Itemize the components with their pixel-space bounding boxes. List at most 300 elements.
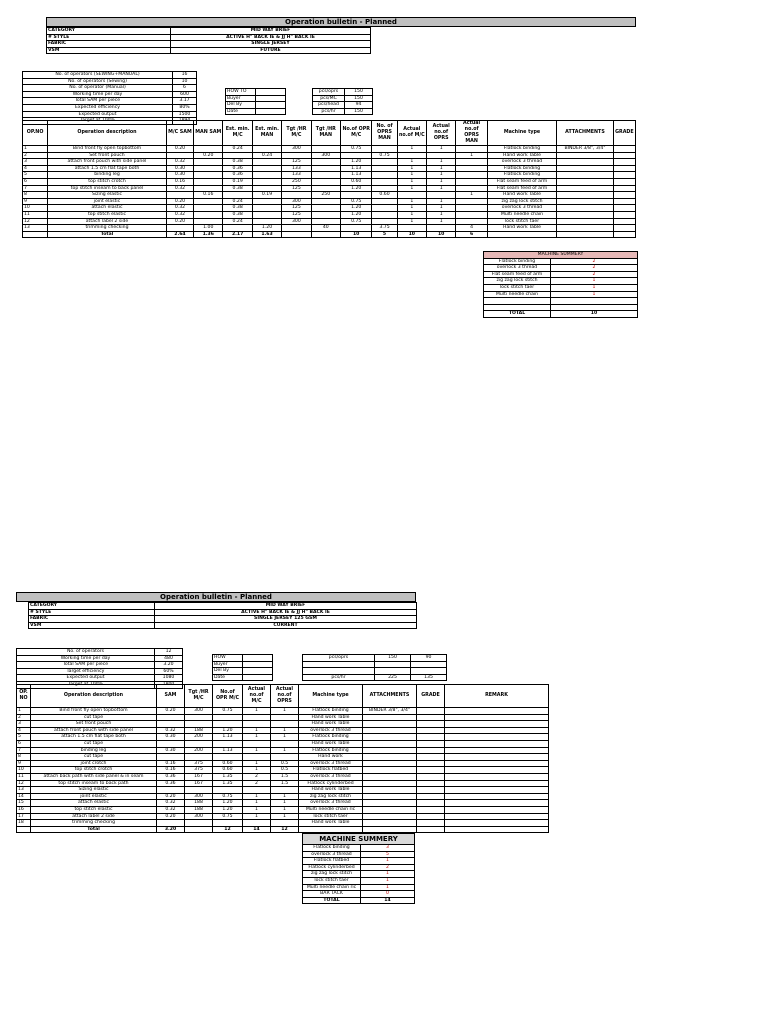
- s2-operation-cell: 1: [271, 734, 299, 741]
- s2-side-row: [213, 674, 273, 681]
- s2-operation-cell: top stitch crotch: [31, 767, 157, 774]
- s2-right-param-cell: pcs/hr: [303, 674, 375, 681]
- s2-operation-cell: [185, 787, 213, 794]
- s1-operation-cell: [427, 152, 456, 159]
- s1-operations-table: [22, 120, 636, 238]
- s2-operation-cell: Flatlock binding: [299, 708, 363, 715]
- s2-param-cell: No. of operators: [17, 649, 155, 656]
- s1-summary-row: [484, 278, 638, 285]
- s1-operation-cell: attach elastic: [48, 205, 167, 212]
- s2-operation-cell: joint elastic: [31, 793, 157, 800]
- s2-total-cell: [17, 826, 31, 833]
- s1-operation-cell: [456, 211, 487, 218]
- s2-operation-cell: 8: [17, 754, 31, 761]
- s2-operation-cell: 188: [185, 806, 213, 813]
- s2-operation-cell: 0.5: [271, 760, 299, 767]
- s2-summary-total-label: TOTAL: [303, 897, 361, 904]
- s1-param-cell: Working time per day: [23, 91, 173, 98]
- s2-total-cell: 12: [213, 826, 243, 833]
- s1-total-cell: [487, 231, 556, 238]
- s1-operation-cell: 12: [23, 218, 48, 225]
- s1-summary-count: 1: [551, 284, 638, 291]
- s2-param-row: [17, 675, 183, 682]
- s1-operation-cell: zig zag lock stitch: [487, 198, 556, 205]
- s2-side-value: [243, 674, 273, 681]
- s1-operation-cell: [557, 211, 614, 218]
- s1-column-header: Actual no.of OPRS MAN: [456, 121, 487, 146]
- s1-total-cell: 5: [372, 231, 397, 238]
- s1-operation-cell: attach label 2 side: [48, 218, 167, 225]
- s2-info-cell: MID WAY BRIEF: [155, 603, 417, 610]
- s2-operation-cell: 1.20: [213, 806, 243, 813]
- s2-operation-cell: [271, 721, 299, 728]
- s2-info-row: [29, 609, 417, 616]
- s2-operation-cell: 10: [17, 767, 31, 774]
- s1-operation-cell: attach 1.5 cm flat tape both: [48, 165, 167, 172]
- s1-operation-cell: [557, 192, 614, 199]
- s1-operation-cell: [194, 185, 223, 192]
- s1-operation-cell: [557, 225, 614, 232]
- empty-cell: [551, 304, 638, 311]
- s1-operation-cell: trimming checking: [48, 225, 167, 232]
- s2-operation-cell: [417, 787, 445, 794]
- s1-param-cell: 1894: [173, 118, 197, 125]
- s2-operation-row: [17, 820, 549, 827]
- s1-operation-cell: [557, 178, 614, 185]
- s1-operation-cell: 0.75: [372, 152, 397, 159]
- s1-param-row: [23, 91, 197, 98]
- s1-operation-cell: 9: [23, 198, 48, 205]
- s2-column-header: GRADE: [417, 685, 445, 708]
- s1-right-param-cell: 150: [345, 95, 373, 102]
- s1-operation-cell: [613, 198, 635, 205]
- s1-operation-cell: [282, 225, 311, 232]
- s1-operation-cell: 0.30: [166, 165, 193, 172]
- s2-operation-cell: [417, 721, 445, 728]
- s2-summary-total: [303, 897, 415, 904]
- s1-operation-cell: [372, 178, 397, 185]
- s2-operation-cell: 1.5: [271, 773, 299, 780]
- s1-operation-cell: [252, 146, 281, 153]
- s1-right-param-cell: pcs/head: [313, 102, 345, 109]
- s2-operation-cell: 7: [17, 747, 31, 754]
- s2-operation-cell: 300: [185, 708, 213, 715]
- s2-operation-cell: 18: [17, 820, 31, 827]
- s1-info-cell: FABRIC: [47, 41, 171, 48]
- s1-operation-cell: 1.20: [340, 205, 371, 212]
- s2-column-header: REMARK: [445, 685, 549, 708]
- s2-summary-row: [303, 877, 415, 884]
- s1-side-row: [226, 89, 286, 96]
- s1-operation-cell: 0.32: [166, 185, 193, 192]
- s1-operation-cell: 125: [282, 159, 311, 166]
- s1-operation-cell: [311, 146, 340, 153]
- s1-param-cell: 1500: [173, 111, 197, 118]
- s1-operation-cell: attach front pouch with side panel: [48, 159, 167, 166]
- s2-operation-cell: [213, 820, 243, 827]
- s1-operation-cell: Hand work Table: [487, 225, 556, 232]
- s2-operation-cell: 167: [185, 773, 213, 780]
- s1-operation-cell: 0.36: [223, 165, 252, 172]
- s1-operation-cell: [613, 225, 635, 232]
- s1-operation-cell: 0.20: [166, 198, 193, 205]
- s1-operation-cell: [456, 146, 487, 153]
- s2-operation-cell: Multi needle chain ric: [299, 806, 363, 813]
- s1-summary-count: 1: [551, 278, 638, 285]
- s1-operation-cell: 0.19: [223, 178, 252, 185]
- s2-operation-cell: [213, 754, 243, 761]
- s1-summary-row: [484, 271, 638, 278]
- s2-operation-cell: [157, 820, 185, 827]
- s2-side-value: [243, 661, 273, 668]
- s2-operation-cell: Flatlock cylinderbed: [299, 780, 363, 787]
- s1-info-cell: FUTURE: [171, 47, 371, 54]
- s1-operation-cell: [166, 192, 193, 199]
- s2-column-header: OP. NO: [17, 685, 31, 708]
- s1-operation-cell: 0.75: [340, 218, 371, 225]
- s1-side-value: [256, 95, 286, 102]
- s2-info-cell: # STYLE: [29, 609, 155, 616]
- s1-operation-cell: Flat seam feed of arm: [487, 178, 556, 185]
- s1-info-cell: MID WAY BRIEF: [171, 28, 371, 35]
- s2-summary-row: [303, 864, 415, 871]
- s2-operation-cell: 0.32: [157, 806, 185, 813]
- s1-operation-cell: top stitch crotch: [48, 178, 167, 185]
- s1-operation-cell: 3.75: [372, 225, 397, 232]
- s1-operation-row: [23, 146, 636, 153]
- s1-operation-cell: [372, 211, 397, 218]
- s2-operation-row: [17, 773, 549, 780]
- s2-operation-cell: 1: [243, 708, 271, 715]
- s1-column-header: GRADE: [613, 121, 635, 146]
- s2-summary-header: [303, 834, 415, 845]
- s1-column-header: MAN SAM: [194, 121, 223, 146]
- s2-operation-cell: 11: [17, 773, 31, 780]
- s2-operation-cell: 1: [243, 767, 271, 774]
- s2-operation-cell: 1: [271, 813, 299, 820]
- s1-operation-cell: 0.32: [166, 205, 193, 212]
- s2-right-param-cell: [411, 668, 447, 675]
- s1-total-cell: [557, 231, 614, 238]
- s1-operation-cell: [252, 185, 281, 192]
- s2-operation-cell: cut tape: [31, 754, 157, 761]
- s1-summary-row: [484, 291, 638, 298]
- s1-operation-cell: 250: [282, 178, 311, 185]
- s2-operation-cell: 15: [17, 800, 31, 807]
- s1-operation-cell: [372, 172, 397, 179]
- s1-operation-cell: 0.16: [194, 192, 223, 199]
- s2-operation-cell: [417, 806, 445, 813]
- s1-info-cell: VSM: [47, 47, 171, 54]
- s2-total-cell: [417, 826, 445, 833]
- s2-operation-cell: [417, 727, 445, 734]
- s2-info-cell: CATEGORY: [29, 603, 155, 610]
- s1-operation-cell: [456, 205, 487, 212]
- s1-operation-cell: [397, 152, 426, 159]
- s2-operation-cell: 1.5: [271, 780, 299, 787]
- s2-param-cell: 1080: [155, 675, 183, 682]
- s1-operation-cell: [311, 165, 340, 172]
- s1-side-value: [256, 102, 286, 109]
- s2-param-cell: 12: [155, 649, 183, 656]
- s2-operation-cell: [363, 793, 417, 800]
- s1-operation-cell: 0.30: [166, 172, 193, 179]
- s2-operation-row: [17, 714, 549, 721]
- s2-param-cell: Expected output: [17, 675, 155, 682]
- s1-operation-cell: [194, 172, 223, 179]
- s1-operation-cell: [311, 211, 340, 218]
- s2-operation-cell: [445, 708, 549, 715]
- s1-operation-cell: [557, 218, 614, 225]
- s1-column-header: No. of OPRS MAN: [372, 121, 397, 146]
- s1-operation-cell: Sizing elastic: [48, 192, 167, 199]
- s1-operation-cell: 1: [397, 185, 426, 192]
- s1-operation-cell: Set front pouch: [48, 152, 167, 159]
- s2-operation-cell: [445, 754, 549, 761]
- s2-param-row: [17, 668, 183, 675]
- s1-operation-cell: 0.24: [252, 152, 281, 159]
- s1-operation-cell: 0.75: [340, 146, 371, 153]
- s2-operation-cell: [363, 727, 417, 734]
- s1-operation-cell: [194, 198, 223, 205]
- s2-right-param-row: [303, 668, 447, 675]
- s2-operation-cell: top stitch inseam to back path: [31, 780, 157, 787]
- s2-right-param-cell: [303, 668, 375, 675]
- s2-right-param-cell: [375, 661, 411, 668]
- s2-operation-cell: [363, 820, 417, 827]
- s1-param-cell: 3.17: [173, 98, 197, 105]
- s2-operation-cell: [417, 760, 445, 767]
- s1-operation-cell: 1: [397, 211, 426, 218]
- s2-summary-machine: overlock 3 thread: [303, 851, 361, 858]
- s2-right-param-row: [303, 674, 447, 681]
- s2-right-param-cell: [375, 668, 411, 675]
- s1-operation-cell: [427, 225, 456, 232]
- s1-total-row: [23, 231, 636, 238]
- s1-operation-cell: 0.19: [252, 192, 281, 199]
- s1-column-header: Operation description: [48, 121, 167, 146]
- s2-operation-cell: [157, 740, 185, 747]
- s2-operation-cell: [445, 734, 549, 741]
- s2-summary-total-value: 14: [361, 897, 415, 904]
- s1-operation-cell: binding leg: [48, 172, 167, 179]
- s2-param-row: [17, 655, 183, 662]
- s1-info-row: [47, 41, 371, 48]
- s2-operation-cell: lock stitch taer: [299, 813, 363, 820]
- s1-operation-cell: Flatlock binding: [487, 165, 556, 172]
- s1-operation-cell: joint elastic: [48, 198, 167, 205]
- s1-side-row: [226, 102, 286, 109]
- s1-side-value: [256, 108, 286, 115]
- empty-cell: [484, 304, 551, 311]
- s1-operation-cell: 133: [282, 165, 311, 172]
- s1-right-param-cell: 150: [345, 89, 373, 96]
- s1-operation-cell: [311, 159, 340, 166]
- s2-operation-cell: [417, 813, 445, 820]
- s1-operation-cell: [282, 152, 311, 159]
- s1-operation-cell: 125: [282, 185, 311, 192]
- s1-operation-cell: [613, 205, 635, 212]
- s1-right-param-row: [313, 89, 373, 96]
- s1-operation-cell: [456, 159, 487, 166]
- s1-operation-cell: [397, 192, 426, 199]
- s1-side-label: Buyer: [226, 95, 256, 102]
- s1-param-cell: 16: [173, 72, 197, 79]
- s1-column-header: M/C SAM: [166, 121, 193, 146]
- s2-operation-cell: [271, 740, 299, 747]
- s1-param-cell: Expected output: [23, 111, 173, 118]
- s1-right-param-row: [313, 95, 373, 102]
- s2-operation-cell: overlock 3 thread: [299, 800, 363, 807]
- s1-summary-machine: Multi needle chain: [484, 291, 551, 298]
- s1-column-header: No.of OPR M/C: [340, 121, 371, 146]
- s1-right-param-row: [313, 108, 373, 115]
- s1-operation-row: [23, 198, 636, 205]
- s1-side-row: [226, 95, 286, 102]
- s1-operation-cell: [372, 185, 397, 192]
- s1-operation-cell: 1.00: [194, 225, 223, 232]
- s2-operation-cell: [445, 813, 549, 820]
- s1-param-cell: 10: [173, 78, 197, 85]
- s2-total-cell: [185, 826, 213, 833]
- s2-summary-row: [303, 845, 415, 852]
- s1-operation-cell: [252, 205, 281, 212]
- s2-operation-cell: [363, 754, 417, 761]
- s2-info-row: [29, 622, 417, 629]
- s1-operation-cell: 0.36: [223, 172, 252, 179]
- s2-summary-machine: lock stitch taer: [303, 877, 361, 884]
- s2-operation-cell: overlock 3 thread: [299, 760, 363, 767]
- s2-operation-cell: 0.30: [157, 747, 185, 754]
- s1-operation-cell: [372, 205, 397, 212]
- s1-operation-cell: overlock 3 thread: [487, 159, 556, 166]
- s1-summary-title: MACHINE SUMMERY: [484, 252, 638, 259]
- s2-side-label: Del By: [213, 668, 243, 675]
- s1-operation-cell: 0.32: [166, 211, 193, 218]
- s1-param-row: [23, 104, 197, 111]
- s2-operation-cell: 375: [185, 767, 213, 774]
- s2-operation-row: [17, 754, 549, 761]
- s2-column-header: SAM: [157, 685, 185, 708]
- s1-total-cell: 6: [456, 231, 487, 238]
- s2-operation-cell: [363, 800, 417, 807]
- s1-operation-cell: [613, 211, 635, 218]
- s1-info-cell: CATEGORY: [47, 28, 171, 35]
- s1-operation-cell: 133: [282, 172, 311, 179]
- s1-operation-cell: 1: [456, 152, 487, 159]
- s2-operation-cell: [417, 754, 445, 761]
- s2-operation-cell: Hand work Table: [299, 721, 363, 728]
- s1-operation-cell: Bind front fly open topbottom: [48, 146, 167, 153]
- s2-total-row: [17, 826, 549, 833]
- s2-right-param-cell: 150: [375, 655, 411, 662]
- s1-column-header: Tgt /HR MAN: [311, 121, 340, 146]
- s1-title-bar: [46, 17, 636, 27]
- s1-column-header: Tgt /HR M/C: [282, 121, 311, 146]
- s2-operation-cell: 0.75: [213, 813, 243, 820]
- s1-operation-cell: 0.16: [166, 178, 193, 185]
- s1-operation-cell: [613, 218, 635, 225]
- s2-operation-cell: 1: [243, 747, 271, 754]
- s1-param-cell: 600: [173, 91, 197, 98]
- s2-side-value: [243, 655, 273, 662]
- s2-column-header: Operation description: [31, 685, 157, 708]
- s2-operation-cell: [417, 767, 445, 774]
- s2-operation-cell: binding leg: [31, 747, 157, 754]
- s1-operation-cell: 1: [427, 211, 456, 218]
- s2-operation-cell: [417, 820, 445, 827]
- s2-param-row: [17, 649, 183, 656]
- s1-total-cell: [613, 231, 635, 238]
- s1-param-cell: Expected efficiency: [23, 104, 173, 111]
- s2-operation-cell: 1: [243, 727, 271, 734]
- s2-operation-cell: [213, 740, 243, 747]
- s2-operation-cell: [363, 740, 417, 747]
- s2-operation-cell: [363, 760, 417, 767]
- s2-operation-cell: 1: [271, 800, 299, 807]
- s1-side-row: [226, 108, 286, 115]
- s1-operation-cell: 0.20: [194, 152, 223, 159]
- s2-operation-cell: 1.13: [213, 734, 243, 741]
- s1-operation-cell: 11: [23, 211, 48, 218]
- s2-operation-cell: [445, 800, 549, 807]
- s2-operation-cell: [417, 747, 445, 754]
- s1-operation-cell: 8: [23, 192, 48, 199]
- s1-operation-cell: [194, 159, 223, 166]
- s2-operation-cell: [445, 740, 549, 747]
- s1-operation-cell: 1: [397, 218, 426, 225]
- s2-summary-count: 3: [361, 845, 415, 852]
- s1-operation-row: [23, 159, 636, 166]
- s2-operation-cell: 17: [17, 813, 31, 820]
- s1-operation-cell: lock stitch taer: [487, 218, 556, 225]
- s2-right-param-cell: pcs/oprs: [303, 655, 375, 662]
- s1-operation-cell: 125: [282, 205, 311, 212]
- s2-operation-cell: 0.16: [157, 760, 185, 767]
- s1-operation-cell: [372, 198, 397, 205]
- s2-params-table: [16, 648, 183, 689]
- s2-operation-cell: overlock 3 thread: [299, 727, 363, 734]
- s2-operation-cell: 1: [243, 806, 271, 813]
- s1-total-cell: 2.17: [223, 231, 252, 238]
- s1-summary-empty-row: [484, 298, 638, 305]
- s1-operation-cell: 1: [23, 146, 48, 153]
- s1-operation-cell: 1: [397, 198, 426, 205]
- s1-operation-cell: 7: [23, 185, 48, 192]
- s2-info-table: [28, 602, 417, 629]
- s1-operation-cell: 40: [311, 225, 340, 232]
- s2-operation-cell: Hand work: [299, 754, 363, 761]
- s1-param-cell: No. of operators (Sewing): [23, 78, 173, 85]
- s1-operation-cell: [557, 165, 614, 172]
- s2-operation-cell: Flatlock flatbed: [299, 767, 363, 774]
- s1-total-cell: 1.63: [252, 231, 281, 238]
- s1-operation-cell: [194, 178, 223, 185]
- s2-summary-machine: Multi needle chain ric: [303, 884, 361, 891]
- s1-side-label: Date: [226, 108, 256, 115]
- s1-summary-machine: Flat seam feed of arm: [484, 271, 551, 278]
- s2-summary-machine: BAR TACK: [303, 891, 361, 898]
- s2-total-cell: [299, 826, 363, 833]
- s2-operation-row: [17, 708, 549, 715]
- s2-operation-cell: [243, 721, 271, 728]
- s1-operation-cell: 300: [282, 146, 311, 153]
- s1-column-header: Actual no.of OPRS: [427, 121, 456, 146]
- s2-column-header: Machine type: [299, 685, 363, 708]
- s1-title: Operation bulletin - Planned: [285, 18, 397, 26]
- s1-info-row: [47, 34, 371, 41]
- s1-operation-cell: overlock 3 thread: [487, 205, 556, 212]
